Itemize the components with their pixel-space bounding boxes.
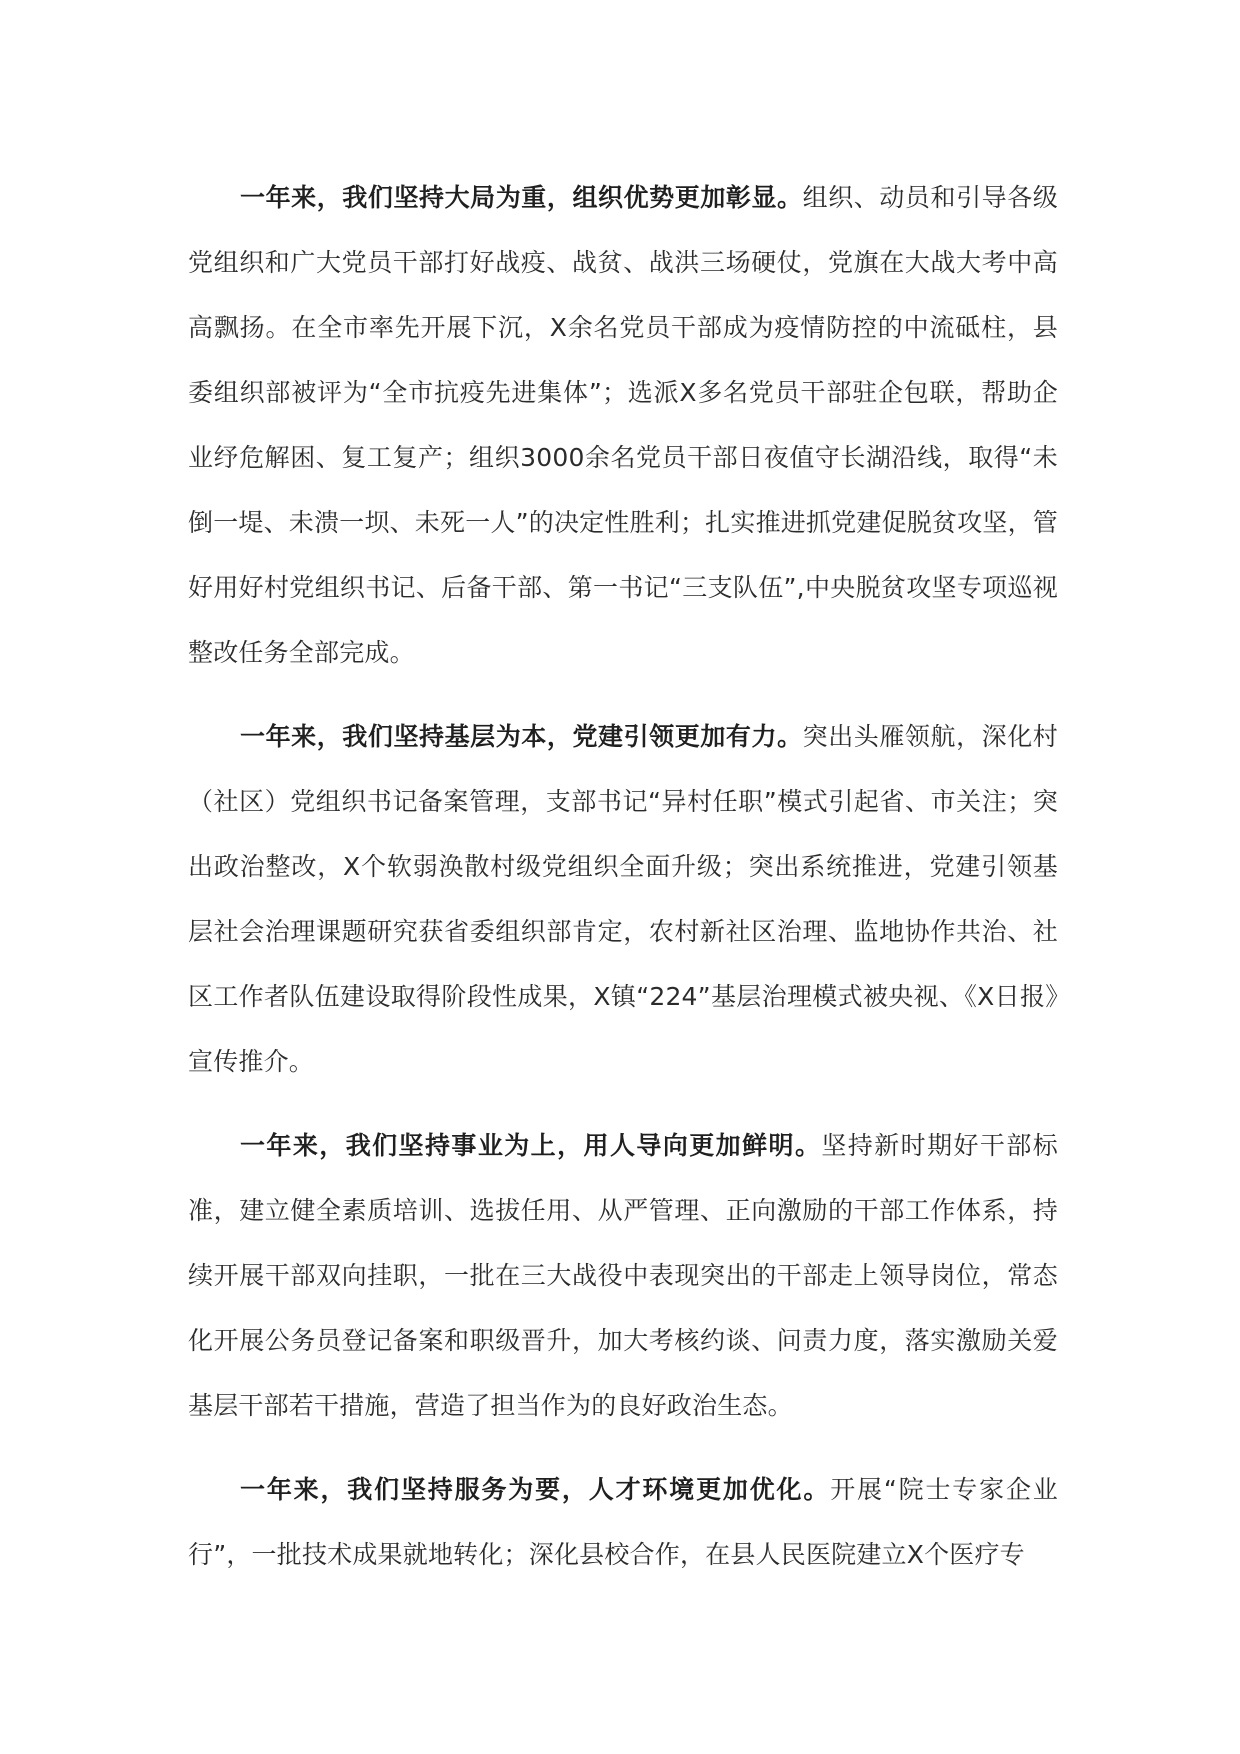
document-body [188, 165, 1058, 1606]
paragraph-2 [188, 704, 1058, 1094]
paragraph-4-lead: 一年来，我们坚持服务为要，人才环境更加优化。 [240, 1475, 831, 1504]
paragraph-1-lead: 一年来，我们坚持大局为重，组织优势更加彰显。 [240, 183, 803, 212]
paragraph-4 [188, 1457, 1058, 1587]
paragraph-4-body: 开展“院士专家企业行”，一批技术成果就地转化；深化县校合作，在县人民医院建立X个医疗专 [188, 1475, 1058, 1569]
paragraph-1 [188, 165, 1058, 685]
paragraph-1-body: 组织、动员和引导各级党组织和广大党员干部打好战疫、战贫、战洪三场硬仗，党旗在大战大考中高高飘扬。在全市率先开展下沉，X余名党员干部成为疫情防控的中流砥柱，县委组织部被评为“全市抗疫先进集体”；选派X多名党员干部驻企包联，帮助企业纾危解困、复工复产；组织3000余名党员干部日夜值守长湖沿线，取得“未倒一堤、未溃一坝、未死一人”的决定性胜利；扎实推进抓党建促脱贫攻坚，管好用好村党组织书记、后备干部、第一书记“三支队伍”,中央脱贫攻坚专项巡视整改任务全部完成。 [188, 183, 1058, 667]
paragraph-2-body: 突出头雁领航，深化村（社区）党组织书记备案管理，支部书记“异村任职”模式引起省、市关注；突出政治整改，X个软弱涣散村级党组织全面升级；突出系统推进，党建引领基层社会治理课题研究获省委组织部肯定，农村新社区治理、监地协作共治、社区工作者队伍建设取得阶段性成果，X镇“224”基层治理模式被央视、《X日报》宣传推介。 [188, 722, 1058, 1076]
paragraph-3 [188, 1113, 1058, 1438]
paragraph-2-lead: 一年来，我们坚持基层为本，党建引领更加有力。 [240, 722, 803, 751]
paragraph-3-body: 坚持新时期好干部标准，建立健全素质培训、选拔任用、从严管理、正向激励的干部工作体系，持续开展干部双向挂职，一批在三大战役中表现突出的干部走上领导岗位，常态化开展公务员登记备案和职级晋升，加大考核约谈、问责力度，落实激励关爱基层干部若干措施，营造了担当作为的良好政治生态。 [188, 1131, 1058, 1420]
paragraph-3-lead: 一年来，我们坚持事业为上，用人导向更加鲜明。 [240, 1131, 822, 1160]
